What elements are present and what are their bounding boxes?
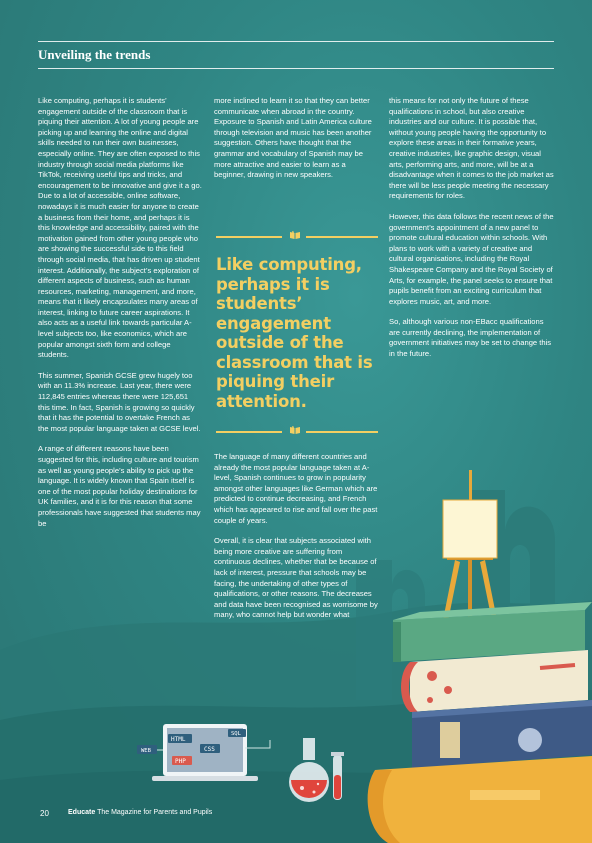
body-paragraph: This summer, Spanish GCSE grew hugely too with an 11.3% increase. Last year, there were 112,845 entries whereas there were 125,651 this time. In fact, Spanish is growing so quickly that it has the potential to overtake French as the most popular language taken at GCSE level. [38, 370, 201, 433]
footer-brand [68, 809, 212, 816]
section-title: Unveiling the trends [38, 47, 151, 62]
body-paragraph: So, although various non-EBacc qualifications are currently declining, the implementation of government initiatives may be set to change this in the future. [389, 317, 552, 359]
code-tag-label: CSS [204, 746, 215, 753]
body-paragraph: Like computing, perhaps it is students’ engagement outside of the classroom that is piquing their attention. A lot of young people are picking up and learning the online and digital skills needed to run their own businesses, especially online. They are often exposed to this industry through social media platforms like TikTok, receiving useful tips and tricks, and encouragement to be innovative and give it a go. Due to a lot of accessible, online software, nowadays it is much easier for anyone to create a business from their home, and perhaps it is this knowledge and accessibility, paired with the motivation gained from other young people who are showing the successful side to this field through social media, that has driven up student interest. Additionally, the subject’s exploration of different aspects of business, such as human resources, marketing, management, and more, means that it likely encapsulates many areas of interest, linking to future career aspirations. It also acts as a useful link towards particular A-level subjects too, like economics, which are popular amongst sixth form and college students. [38, 96, 202, 360]
body-paragraph: A range of different reasons have been suggested for this, including culture and tourism as well as young people’s ability to pick up the language. It is widely known that Spain itself is one of the most popular holiday destinations for UK families, and it is for this reason that some professionals have suggested that students may be [38, 444, 201, 528]
body-paragraph: However, this data follows the recent news of the government’s appointment of a new panel to promote cultural education within schools. With plans to work with a variety of creative and cultural organisations, including the Royal Shakespeare Company and the Royal Society of Arts, for example, the panel seeks to ensure that pupils benefit from an exciting curriculum that explores music, art, and more. [389, 211, 554, 306]
body-paragraph: this means for not only the future of these qualifications in school, but also creative industries and our culture. It is possible that, without young people having the opportunity to explore these areas in their formative years, creative industries, like graphic design, visual arts, performing arts, and more, will be at a disadvantage when it comes to the job market as there will be less people meeting the necessary requirements for roles. [389, 96, 554, 201]
pull-quote: Like computing, perhaps it is students’ engagement outside of the classroom that is piquing their attention. [216, 255, 373, 411]
magazine-name: Educate [68, 809, 96, 816]
code-tag-label: SQL [231, 731, 241, 737]
code-tag-label: PHP [175, 758, 186, 765]
body-paragraph: Overall, it is clear that subjects associated with being more creative are suffering from continuous declines, whether that be because of lack of interest, pressure that schools may be facing, the undertaking of other types of qualifications, or other reasons. The decreases and data have been recognised as worrisome by many, who cannot help but wonder what [214, 536, 378, 620]
body-paragraph: The language of many different countries and already the most popular language taken at A-level, Spanish continues to grow in popularity amongst other languages like German which are predicted to continue decreasing, and French which has appeared to rise and fall over the past couple of years. [214, 452, 378, 525]
body-paragraph: more inclined to learn it so that they can better communicate when abroad in the country. Exposure to Spanish and Latin America culture through television and music has been another suggestion. Others have thought that the grammar and vocabulary of Spanish may be more attractive and easier to learn as a beginner, drawing in new speakers. [214, 96, 372, 180]
code-tag-label: WEB [141, 748, 151, 754]
magazine-tagline: The Magazine for Parents and Pupils [97, 809, 213, 816]
page-number: 20 [40, 809, 49, 818]
code-tag-label: HTML [171, 736, 186, 743]
